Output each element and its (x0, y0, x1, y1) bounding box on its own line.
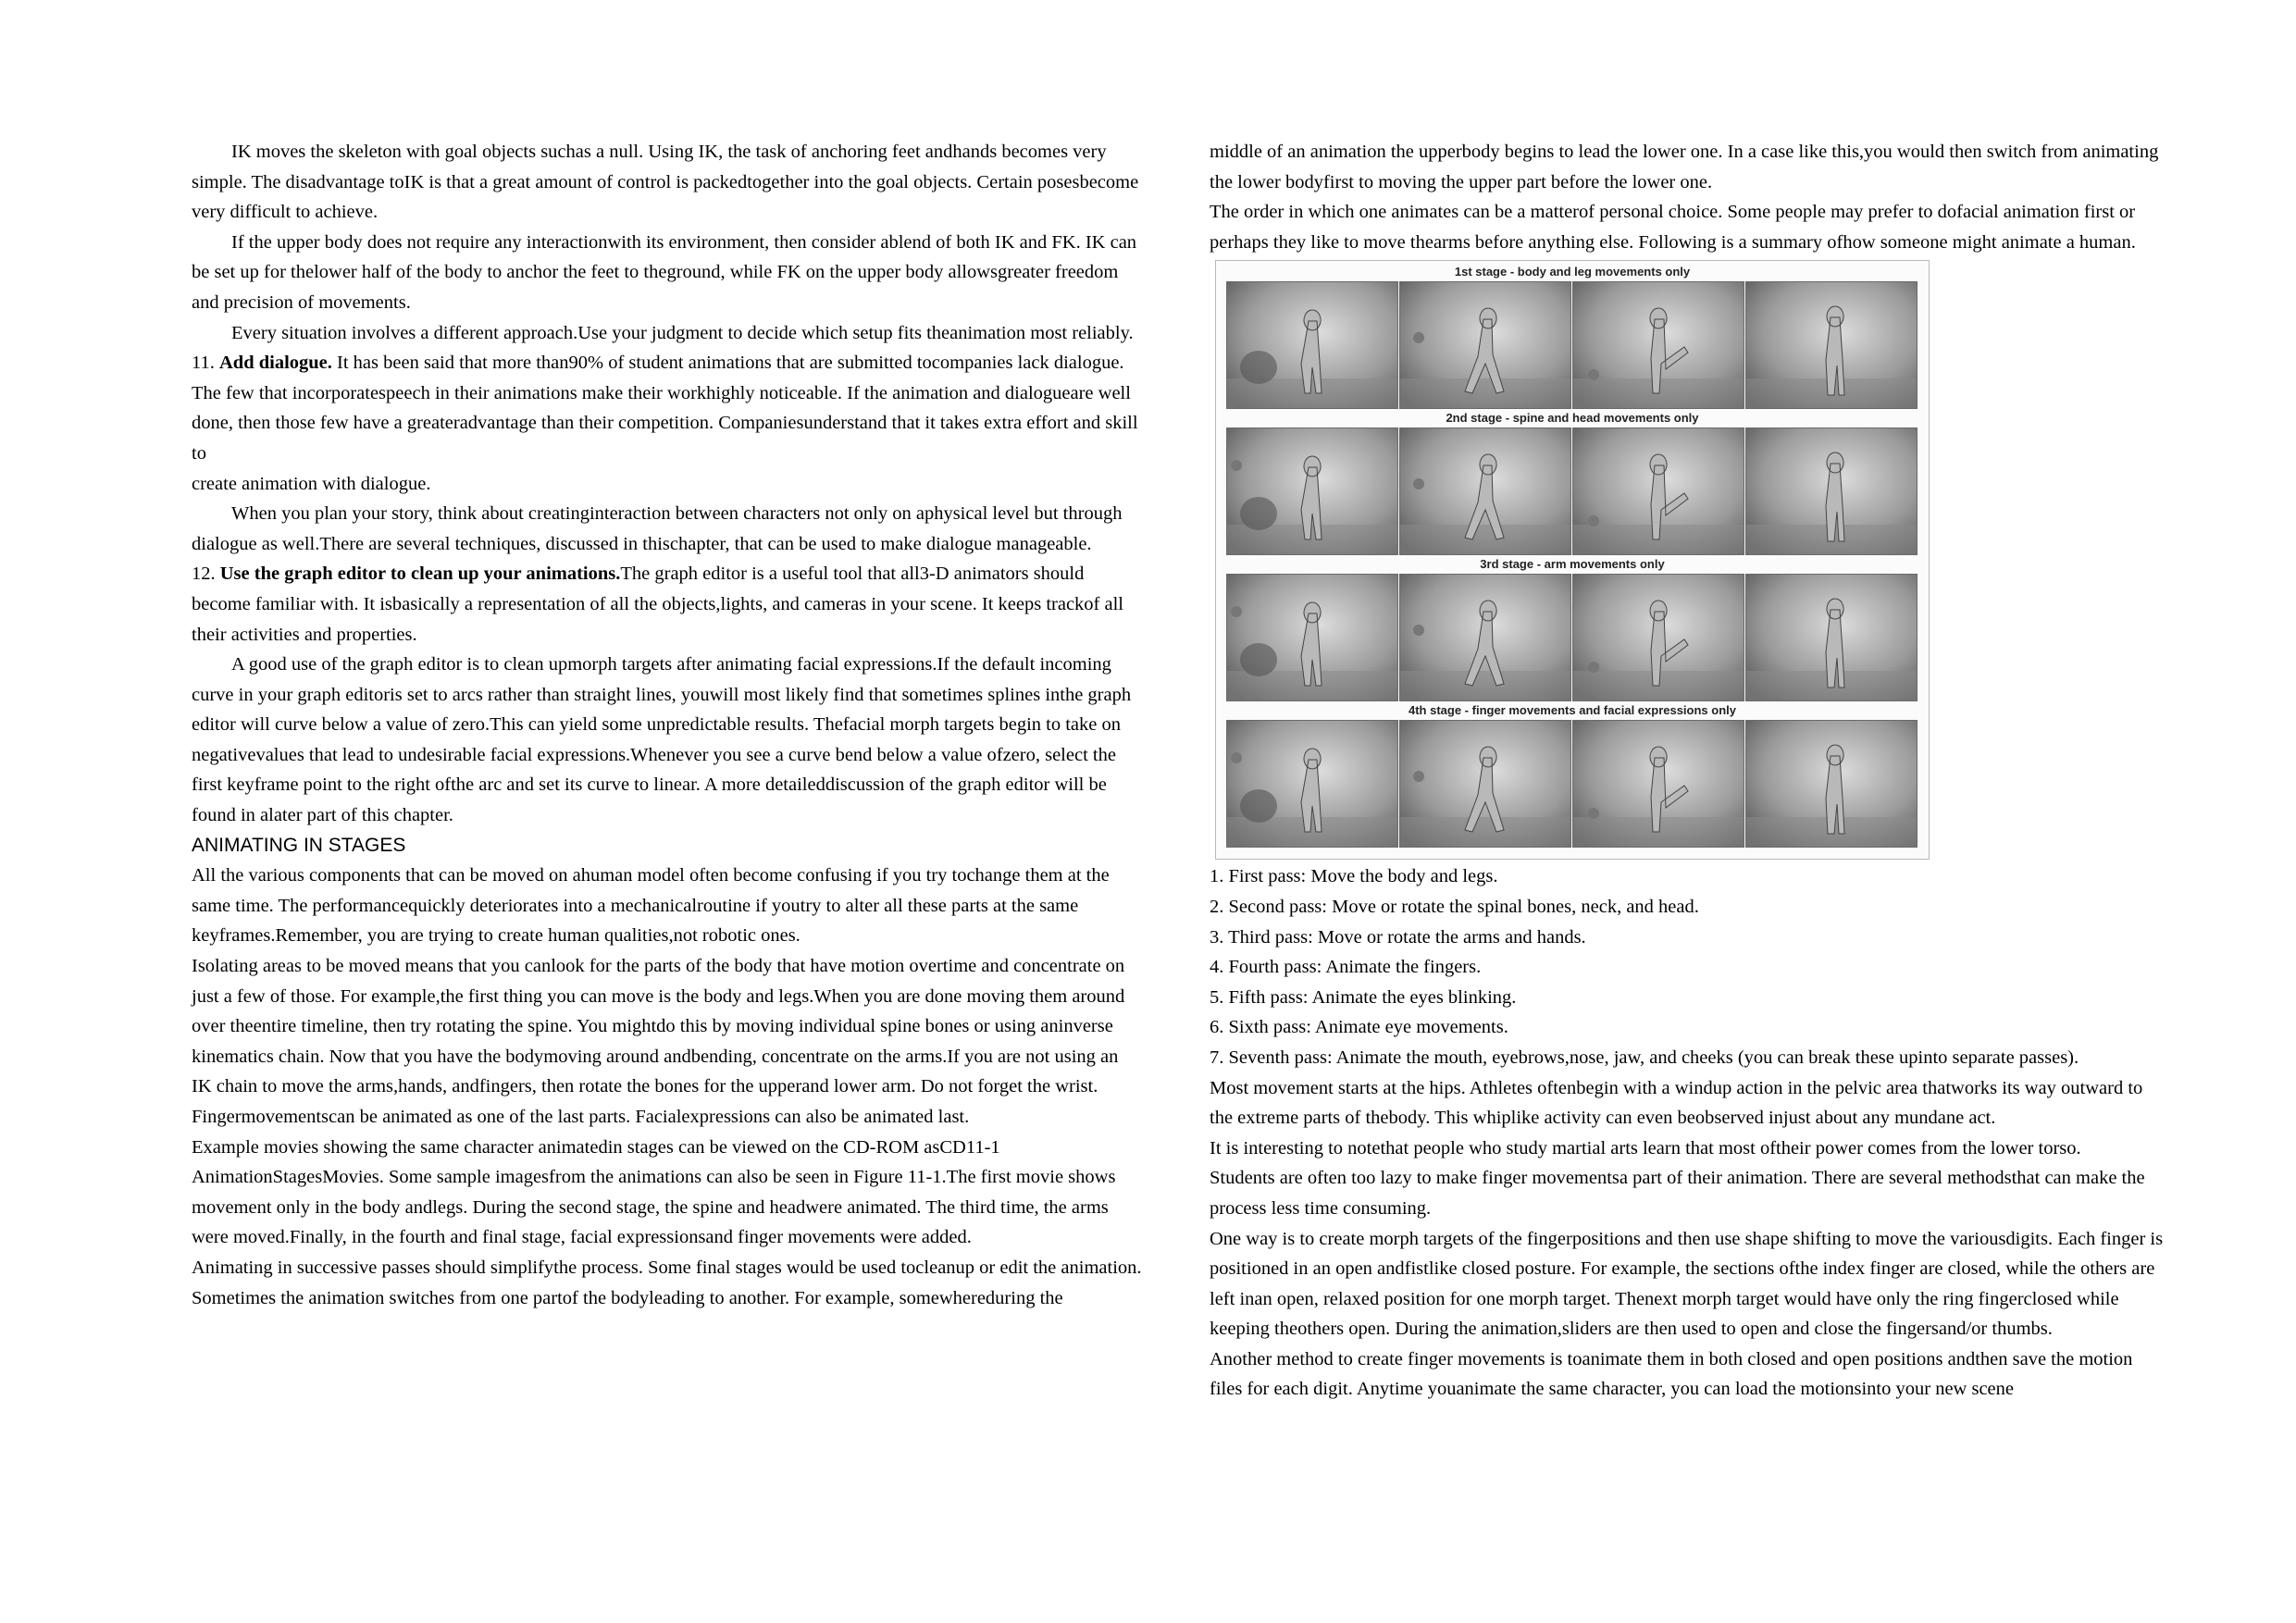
paragraph-add-dialogue (192, 348, 1143, 468)
figure-photo (1400, 575, 1570, 700)
list-item-pass-1: 1. First pass: Move the body and legs. (1210, 866, 1498, 887)
item-number-11: 11. (192, 353, 215, 374)
figure-frame (1399, 720, 1571, 848)
figure-photo (1400, 721, 1570, 847)
item-title-graph-editor: Use the graph editor to clean up your animations. (219, 564, 621, 585)
paragraph-animation-switches: Sometimes the animation switches from one partof the bodyleading to another. For example, somewhereduring the (192, 1287, 1063, 1308)
paragraph-graph-editor (192, 559, 1143, 650)
list-item-pass-5: 5. Fifth pass: Animate the eyes blinking. (1210, 986, 1517, 1008)
figure-frame (1572, 720, 1744, 848)
figure-frame (1226, 720, 1398, 848)
paragraph-finger-movements: Students are often too lazy to make finger movementsa part of their animation. There are several methodsthat can make the process less time consuming. (1210, 1168, 2145, 1219)
list-item-pass-6: 6. Sixth pass: Animate eye movements. (1210, 1017, 1508, 1038)
figure-photo (1573, 721, 1744, 847)
paragraph-successive-passes: Animating in successive passes should simplifythe process. Some final stages would be used tocleanup or edit the animation. (192, 1257, 1142, 1278)
list-item-pass-3: 3. Third pass: Move or rotate the arms and hands. (1210, 926, 1586, 948)
left-column (192, 137, 1143, 1313)
paragraph-components: All the various components that can be moved on ahuman model often become confusing if you try tochange them at the same time. The performancequickly deteriorates into a mechanicalroutine if youtry to alter all these parts at the same keyframes.Remember, you are trying to create human qualities,not robotic ones. (192, 865, 1110, 947)
figure-frame (1399, 574, 1571, 701)
stage-label-2: 2nd stage - spine and head movements only (1446, 411, 1699, 426)
paragraph-morph-fingers: One way is to create morph targets of the fingerpositions and then use shape shifting to move the variousdigits. Each finger is positioned in an open andfistlike closed posture. For example, the sections ofthe index finger are closed, while the others are left inan open, relaxed position for one morph target. Thenext morph target would have only the ring fingerclosed while keeping theothers open. During the animation,sliders are then used to open and close the fingersand/or thumbs. (1210, 1228, 2164, 1340)
paragraph-isolating-areas: Isolating areas to be moved means that you canlook for the parts of the body that have motion overtime and concentrate on just a few of those. For example,the first thing you can move is the body and legs.When you are done moving them around over theentire timeline, then try rotating the spine. You mightdo this by moving individual spine bones or using aninverse kinematics chain. Now that you have the bodymoving around andbending, concentrate on the arms.If you are not using an IK chain to move the arms,hands, andfingers, then rotate the bones for the upperand lower arm. Do not forget the wrist. Fingermovementscan be animated as one of the last parts. Facialexpressions can also be animated last. (192, 956, 1125, 1127)
figure-photo (1746, 575, 1917, 700)
figure-photo (1746, 282, 1917, 408)
paragraph-dialogue-continued: create animation with dialogue. (192, 473, 431, 494)
item-text-graph-editor: The graph editor is a useful tool that all3-D animators should become familiar with. It isbasically a representation of all the objects,lights, and cameras in your scene. It keeps trackof all their activities and properties. (192, 564, 1123, 645)
figure-frame (1572, 574, 1744, 701)
list-item-pass-7: 7. Seventh pass: Animate the mouth, eyebrows,nose, jaw, and cheeks (you can break these upinto separate passes). (1210, 1047, 2079, 1068)
paragraph-martial-arts: It is interesting to notethat people who study martial arts learn that most oftheir power comes from the lower torso. (1210, 1137, 2081, 1158)
item-title-add-dialogue: Add dialogue. (219, 353, 332, 374)
section-heading: ANIMATING IN STAGES (192, 834, 406, 856)
stage-label-3: 3rd stage - arm movements only (1480, 557, 1665, 572)
figure-photo (1227, 721, 1397, 847)
paragraph-ik-fk-blend: If the upper body does not require any interactionwith its environment, then consider ablend of both IK and FK. IK can be set up for thelower half of the body to anchor the feet to theground, while FK on the upper body allowsgreater freedom and precision of movements. (192, 231, 1137, 313)
figure-photo (1227, 282, 1397, 408)
paragraph-motion-files: Another method to create finger movements is toanimate them in both closed and open positions andthen save the motion files for each digit. Anytime youanimate the same character, you can load the motionsinto your new scene (1210, 1348, 2133, 1400)
figure-photo (1227, 428, 1397, 554)
figure-photo (1400, 428, 1570, 554)
paragraph-every-situation: Every situation involves a different approach.Use your judgment to decide which setup fits theanimation most reliably. (231, 322, 1134, 343)
stage-label-4: 4th stage - finger movements and facial expressions only (1409, 703, 1736, 718)
figure-photo (1227, 575, 1397, 700)
figure-photo (1573, 282, 1744, 408)
figure-frame (1572, 427, 1744, 555)
item-number-12: 12. (192, 564, 216, 585)
list-item-pass-4: 4. Fourth pass: Animate the fingers. (1210, 957, 1482, 978)
figure-frame (1572, 281, 1744, 409)
figure-photo (1573, 575, 1744, 700)
paragraph-morph-targets: A good use of the graph editor is to clean upmorph targets after animating facial expressions.If the default incoming curve in your graph editoris set to arcs rather than straight lines, youwill most likely find that sometimes splines inthe graph editor will curve below a value of zero.This can yield some unpredictable results. Thefacial morph targets begin to take on negativevalues that lead to undesirable facial expressions.Whenever you see a curve bend below a value ofzero, select the first keyframe point to the right ofthe arc and set its curve to linear. A more detaileddiscussion of the graph editor will be found in alater part of this chapter. (192, 654, 1132, 826)
figure-frame (1226, 281, 1398, 409)
list-item-pass-2: 2. Second pass: Move or rotate the spinal bones, neck, and head. (1210, 896, 1699, 917)
figure-photo (1573, 428, 1744, 554)
figure-frame (1399, 427, 1571, 555)
figure-photo (1400, 282, 1570, 408)
paragraph-example-movies: Example movies showing the same character animatedin stages can be viewed on the CD-ROM asCD11-1 AnimationStagesMovies. Some sample imagesfrom the animations can also be seen in Figure 11-1.The first movie shows movement only in the body andlegs. During the second stage, the spine and headwere animated. The third time, the arms were moved.Finally, in the fourth and final stage, facial expressionsand finger movements were added. (192, 1136, 1116, 1248)
paragraph-ik-goal-objects: IK moves the skeleton with goal objects suchas a null. Using IK, the task of anchoring feet andhands becomes very simple. The disadvantage toIK is that a great amount of control is packedtogether into the goal objects. Certain posesbecome very difficult to achieve. (192, 142, 1139, 223)
figure-frame (1745, 281, 1917, 409)
figure-frame (1745, 720, 1917, 848)
figure-photo (1746, 721, 1917, 847)
stage-label-1: 1st stage - body and leg movements only (1454, 265, 1691, 279)
figure-animation-stages (1215, 260, 1930, 860)
paragraph-plan-story: When you plan your story, think about creatinginteraction between characters not only on aphysical level but through dialogue as well.There are several techniques, discussed in thischapter, that can be used to make dialogue manageable. (192, 503, 1123, 554)
figure-frame (1745, 427, 1917, 555)
figure-frame (1226, 427, 1398, 555)
figure-frame (1226, 574, 1398, 701)
figure-frame (1399, 281, 1571, 409)
paragraph-order: The order in which one animates can be a matterof personal choice. Some people may prefer to dofacial animation first or perhaps they like to move thearms before anything else. Following is a summary ofhow someone might animate a human. (1210, 202, 2136, 253)
right-column (1210, 137, 2166, 1405)
paragraph-movement-hips: Most movement starts at the hips. Athletes oftenbegin with a windup action in the pelvic area thatworks its way outward to the extreme parts of thebody. This whiplike activity can even beobserved injust about any mundane act. (1210, 1077, 2143, 1129)
figure-photo (1746, 428, 1917, 554)
paragraph-upperbody-leads: middle of an animation the upperbody begins to lead the lower one. In a case like this,you would then switch from animating the lower bodyfirst to moving the upper part before the lower one. (1210, 142, 2159, 192)
figure-frame (1745, 574, 1917, 701)
item-text-add-dialogue: It has been said that more than90% of student animations that are submitted tocompanies lack dialogue. The few that incorporatespeech in their animations make their workhighly noticeable. If the animation and dialogueare well done, then those few have a greateradvantage than their competition. Companiesunderstand that it takes extra effort and skill to (192, 353, 1138, 464)
